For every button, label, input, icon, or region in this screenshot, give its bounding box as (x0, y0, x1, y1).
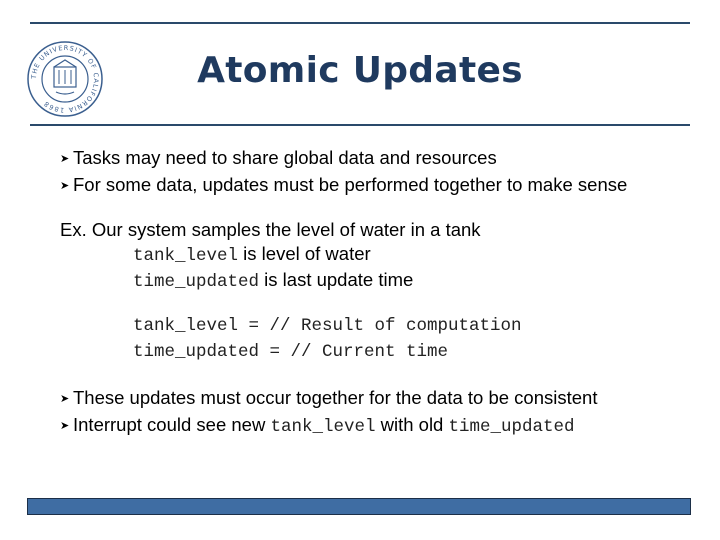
list-item (60, 386, 597, 413)
list-item (60, 413, 597, 440)
example-line (60, 268, 481, 294)
bullet-text-part: Interrupt could see new (73, 414, 271, 435)
bullet-text: For some data, updates must be performed together to make sense (73, 174, 628, 195)
code-line (60, 312, 522, 338)
title-rule (30, 124, 690, 126)
code-token: time_updated (133, 272, 260, 292)
arrow-bullet-icon: ➤ (60, 420, 70, 432)
seal-text: THE UNIVERSITY OF CALIFORNIA 1868 (29, 43, 101, 115)
example-text: is level of water (238, 243, 371, 264)
code-token: tank_level (133, 246, 239, 266)
bottom-bullet-list (60, 386, 597, 440)
bullet-text (73, 413, 575, 439)
list-item (60, 146, 627, 173)
code-line-text: tank_level = // Result of computation (133, 316, 522, 336)
code-line-text: time_updated = // Current time (133, 342, 449, 362)
bullet-text: Tasks may need to share global data and resources (73, 147, 497, 168)
arrow-bullet-icon: ➤ (60, 393, 70, 405)
arrow-bullet-icon: ➤ (60, 153, 70, 165)
code-token: tank_level (270, 417, 376, 437)
list-item (60, 173, 627, 200)
top-bullet-list (60, 146, 627, 200)
example-block (60, 218, 481, 294)
arrow-bullet-icon: ➤ (60, 180, 70, 192)
bullet-text-part: with old (375, 414, 449, 435)
top-rule (30, 22, 690, 24)
example-text: is last update time (259, 269, 414, 290)
example-line (60, 242, 481, 268)
code-line (60, 338, 522, 364)
bullet-text: These updates must occur together for the data to be consistent (73, 387, 598, 408)
footer-bar (27, 498, 691, 515)
slide-title: Atomic Updates (197, 50, 523, 91)
code-block (60, 312, 522, 364)
example-intro: Ex. Our system samples the level of water in a tank (60, 219, 481, 240)
code-token: time_updated (448, 417, 575, 437)
